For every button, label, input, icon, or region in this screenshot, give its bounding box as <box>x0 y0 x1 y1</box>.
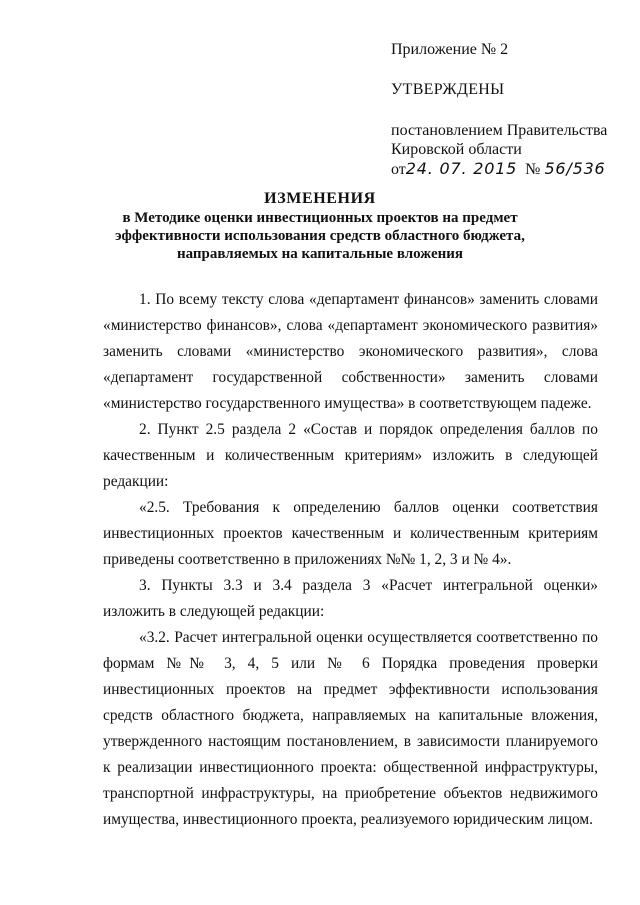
date-number-line <box>391 159 631 179</box>
handwritten-number: 56/536 <box>544 159 606 178</box>
title-heading: ИЗМЕНЕНИЯ <box>264 190 376 207</box>
decree-label: постановлением Правительства <box>391 122 608 139</box>
document-title <box>60 189 580 263</box>
region-label: Кировской области <box>391 141 522 158</box>
document-body <box>103 287 598 833</box>
paragraph-4: 3. Пункты 3.3 и 3.4 раздела 3 «Расчет интегральной оценки» изложить в следующей редакции: <box>103 577 598 620</box>
number-prefix: № <box>525 161 541 178</box>
appendix-label: Приложение № 2 <box>391 41 509 58</box>
title-line-1: в Методике оценки инвестиционных проектов на предмет <box>122 210 518 226</box>
paragraph-3: «2.5. Требования к определению баллов оценки соответствия инвестиционных проектов качественным и количественным критериям приведены соответственно в приложениях №№ 1, 2, 3 и № 4». <box>103 499 598 568</box>
paragraph-2: 2. Пункт 2.5 раздела 2 «Состав и порядок определения баллов по качественным и количественным критериям» изложить в следующей редакции: <box>103 421 598 490</box>
date-prefix: от <box>391 161 406 178</box>
paragraph-5: «3.2. Расчет интегральной оценки осуществляется соответственно по формам №№ 3, 4, 5 или № 6 Порядка проведения проверки инвестиционных проектов на предмет эффективности использования средств областного бюджета, направляемых на капитальные вложения, утвержденного настоящим постановлением, в зависимости планируемого к реализации инвестиционного проекта: общественной инфраструктуры, транспортной инфраструктуры, на приобретение объектов недвижимого имущества, инвестиционного проекта, реализуемого юридическим лицом. <box>103 629 598 828</box>
handwritten-date: 24. 07. 2015 <box>405 159 518 178</box>
title-line-2: эффективности использования средств областного бюджета, <box>115 228 525 244</box>
title-line-3: направляемых на капитальные вложения <box>176 246 464 262</box>
approval-block <box>391 40 631 179</box>
paragraph-1: 1. По всему тексту слова «департамент финансов» заменить словами «министерство финансов», слова «департамент экономического развития» заменить словами «министерство экономического развития», слова «департамент государственной собственности» заменить словами «министерство государственного имущества» в соответствующем падеже. <box>103 291 598 412</box>
approved-label: УТВЕРЖДЕНЫ <box>391 81 505 98</box>
